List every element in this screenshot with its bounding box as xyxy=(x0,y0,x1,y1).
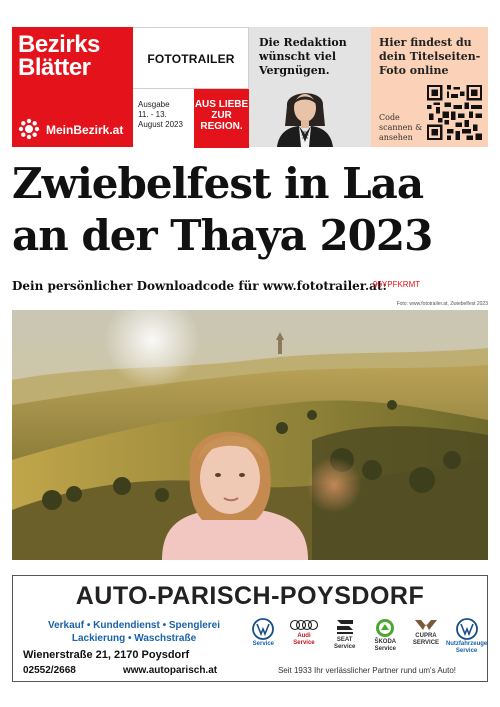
brand-label: Audi Service xyxy=(293,633,315,646)
brand-label: Nutzfahrzeuge Service xyxy=(445,641,488,654)
brand-line2: Blätter xyxy=(18,54,91,81)
download-text: Dein persönlicher Downloadcode für www.fototrailer.at: xyxy=(12,279,387,293)
qr-code-icon[interactable] xyxy=(427,85,482,140)
vw-service-logo xyxy=(245,618,281,648)
cover-photo xyxy=(12,310,488,560)
redaktion-box xyxy=(249,27,371,147)
ad-tagline: Seit 1933 Ihr verlässlicher Partner rund um's Auto! xyxy=(277,666,457,675)
headline xyxy=(12,158,492,262)
brand-block[interactable] xyxy=(12,27,133,147)
ad-services xyxy=(21,619,247,645)
photo-credit: Foto: www.fototrailer.at, Zwiebelfest 2023 xyxy=(396,301,488,307)
seat-service-logo xyxy=(327,618,363,651)
skoda-logo-icon xyxy=(375,618,395,638)
redaktion-text: Die Redaktion wünscht viel Vergnügen. xyxy=(259,36,347,77)
edition-info xyxy=(138,100,193,130)
brand-label: SEAT Service xyxy=(333,637,356,650)
landscape-photo-icon xyxy=(12,310,488,560)
audi-service-logo xyxy=(286,618,322,647)
slogan-badge: AUS LIEBE ZUR REGION. xyxy=(194,89,249,148)
ad-services-line2: Lackierung • Waschstraße xyxy=(71,633,197,644)
ad-title: AUTO-PARISCH-POYSDORF xyxy=(75,582,425,610)
ad-website[interactable]: www.autoparisch.at xyxy=(123,665,218,676)
seat-logo-icon xyxy=(335,618,355,636)
titel-text: Hier findest du dein Titelseiten-Foto online xyxy=(379,36,481,77)
headline-line2: an der Thaya 2023 xyxy=(12,211,433,260)
fototrailer-title: FOTOTRAILER xyxy=(147,52,235,66)
ad-address: Wienerstraße 21, 2170 Poysdorf xyxy=(23,649,190,661)
ad-services-line1: Verkauf • Kundendienst • Spenglerei xyxy=(47,620,221,631)
edition-label: Ausgabe xyxy=(138,100,170,109)
masthead xyxy=(12,27,488,147)
download-code[interactable]: 95YPFKRMT xyxy=(373,280,421,289)
skoda-service-logo xyxy=(367,618,403,653)
headline-line1: Zwiebelfest in Laa xyxy=(12,159,424,208)
edition-dates: 11. - 13. August 2023 xyxy=(138,110,183,129)
brand-line1: Bezirks xyxy=(18,31,100,58)
vw-nutzfahrzeuge-logo xyxy=(445,618,488,655)
titelseiten-box xyxy=(371,27,488,147)
auto-parisch-ad[interactable] xyxy=(12,575,488,682)
brand-label: ŠKODA Service xyxy=(374,639,397,652)
brand-name xyxy=(18,33,100,79)
vw-logo-icon xyxy=(252,618,274,640)
brand-label: CUPRA SERVICE xyxy=(412,633,440,646)
brand-label: Service xyxy=(252,641,274,647)
code-hint: Code scannen & ansehen xyxy=(379,113,423,142)
vw-nutzfahrzeuge-icon xyxy=(456,618,478,640)
brand-site: MeinBezirk.at xyxy=(46,123,124,137)
ad-phone[interactable]: 02552/2668 xyxy=(23,665,76,676)
meinbezirk-logo-icon xyxy=(18,118,40,140)
editor-portrait-icon xyxy=(273,84,337,147)
audi-rings-icon xyxy=(289,618,319,632)
brand-logos xyxy=(243,618,487,662)
cupra-service-logo xyxy=(408,618,444,647)
fototrailer-box xyxy=(133,27,249,147)
cupra-logo-icon xyxy=(413,618,439,632)
